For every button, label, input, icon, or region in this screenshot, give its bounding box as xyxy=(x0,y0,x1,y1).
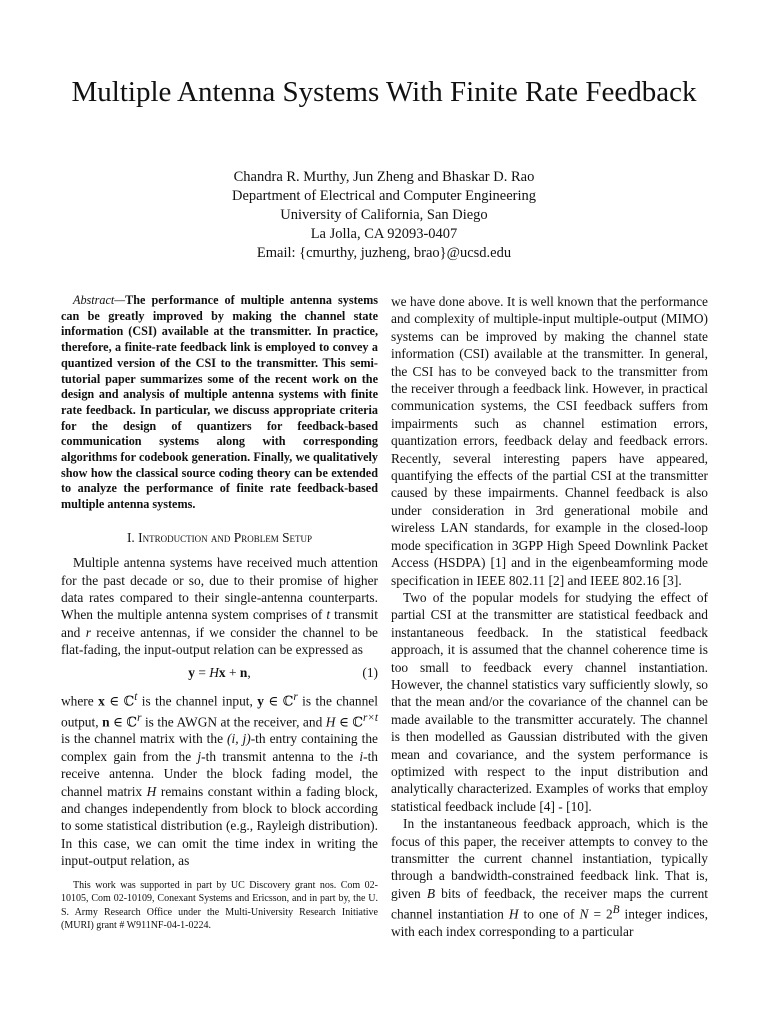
author-block xyxy=(100,168,668,263)
paragraph-text: is the channel matrix with the xyxy=(61,731,224,747)
affiliation-line: Department of Electrical and Computer Engineering xyxy=(232,188,536,204)
paper-title: Multiple Antenna Systems With Finite Rate Feedback xyxy=(71,76,697,108)
math-set: ∈ ℂ xyxy=(113,714,138,730)
math-sup: B xyxy=(612,904,620,917)
eq-n: n xyxy=(239,664,248,680)
paragraph-text: -th receive antenna. Under the block fading model, the channel matrix xyxy=(61,748,378,799)
body-paragraph: we have done above. It is well known that the performance and complexity of multiple-input multiple-output (MIMO) systems can be improved by making the channel state information (CSI) available at the transmitter. In general, the CSI has to be conveyed back to the transmitter from the receiver through a feedback link. However, in practical communication systems, the CSI feedback suffers from impairments such as channel estimation errors, quantization errors, feedback delay and feedback errors. Recently, several interesting papers have appeared, quantifying the effects of the partial CSI at the transmitter caused by these impairments. Channel feedback is also under consideration in 3rd generational mobile and wireless LAN standards, for example in the closed-loop mode specification in 3GPP High Speed Downlink Packet Access (HSDPA) [1] and in the eigenbeamforming mode specification in IEEE 802.11 [2] and IEEE 802.16 [3]. xyxy=(391,294,708,588)
paragraph-text: integer indices, with each index corresponding to a particular xyxy=(391,906,708,940)
paragraph-text: is the channel input, xyxy=(141,693,253,709)
abstract-text: The performance of multiple antenna systems can be greatly improved by making the channel state information (CSI) available at the transmitter. In practice, therefore, a finite-rate feedback link is employed to convey a quantized version of the CSI to the transmitter. This semi-tutorial paper summarizes some of the recent work on the design and analysis of multiple antenna systems with finite rate feedback. In particular, we discuss appropriate criteria for the design of quantizers for feedback-based communication systems along with corresponding algorithms for codebook generation. Finally, we qualitatively show how the classical source coding theory can be extended to analyze the performance of finite rate feedback-based multiple antenna systems. xyxy=(61,293,378,512)
right-column xyxy=(391,293,708,941)
math-var: B xyxy=(426,885,436,901)
math-var: y xyxy=(257,693,264,709)
paragraph-text: transmit and xyxy=(61,607,378,640)
paragraph-text: receive antennas, if we consider the channel to be flat-fading, the input-output relation can be expressed as xyxy=(61,624,378,658)
footnote-text: This work was supported in part by UC Discovery grant nos. Com 02-10105, Com 02-10109, Conexant Systems and Ericsson, and in part by, the U. S. Army Research Office under the Multi-University Research Initiative (MURI) grant # W911NF-04-1-0224. xyxy=(61,880,378,931)
eq-comma: , xyxy=(247,664,251,680)
math-var: i xyxy=(359,748,364,764)
paragraph-text: In the instantaneous feedback approach, which is the focus of this paper, the receiver attempts to convey to the transmitter the current channel instantiation, typically through a bandwidth-constrained feedback link. That is, given xyxy=(391,816,708,901)
affiliation-line: La Jolla, CA 92093-0407 xyxy=(310,226,458,242)
footnote xyxy=(61,879,378,932)
paragraph-text: where xyxy=(61,693,94,709)
math-sup: t xyxy=(134,690,138,703)
section-title: Introduction and Problem Setup xyxy=(138,529,313,545)
paragraph-text: to one of xyxy=(523,906,575,922)
paragraph-text: Multiple antenna systems have received much attention for the past decade or so, due to their promise of higher data rates compared to their single-antenna counterparts. When the multiple antenna system comprises of xyxy=(61,555,378,623)
left-column xyxy=(61,293,378,870)
math-var: H xyxy=(508,906,519,922)
intro-paragraph xyxy=(61,554,378,658)
section-heading xyxy=(61,529,378,546)
math-sup: r xyxy=(293,690,298,703)
math-eq: = 2 xyxy=(593,906,613,922)
section-number: I. xyxy=(126,529,135,545)
math-sup: r×t xyxy=(363,711,378,724)
math-var: t xyxy=(326,607,331,623)
math-var: n xyxy=(102,714,110,730)
math-var: j xyxy=(197,748,202,764)
paragraph-text: remains constant within a fading block, and changes independently from block to block according to some statistical distribution (e.g., Rayleigh distribution). In this case, we can omit the time index in writing the input-output relation, as xyxy=(61,783,378,869)
abstract xyxy=(61,293,378,513)
body-paragraph xyxy=(61,689,378,870)
math-var: (i, j) xyxy=(227,731,251,747)
paragraph-text: is the AWGN at the receiver, and xyxy=(144,714,323,730)
eq-plus: + xyxy=(225,664,240,680)
author-email: Email: {cmurthy, juzheng, brao}@ucsd.edu xyxy=(256,245,512,261)
abstract-label: Abstract— xyxy=(73,293,126,307)
body-paragraph xyxy=(391,815,708,940)
eq-y: y xyxy=(188,664,195,680)
math-var: x xyxy=(98,693,105,709)
paragraph-text: is the channel output, xyxy=(61,693,378,730)
math-sup: r xyxy=(137,711,142,724)
eq-x: x xyxy=(218,664,226,680)
math-var: N xyxy=(579,906,589,922)
math-set: ∈ ℂ xyxy=(109,693,135,709)
paragraph-text: bits of feedback, the receiver maps the current channel instantiation xyxy=(391,885,709,922)
equation-1 xyxy=(61,661,378,685)
body-paragraph: Two of the popular models for studying the effect of partial CSI at the transmitter are statistical feedback and instantaneous feedback. In the statistical feedback approach, it is assumed that the channel coherence time is too small to feedback every channel instantiation. However, the channel statistics vary sufficiently slowly, so that the mean and/or the covariance of the channel can be made available to the transmitter accurately. The channel is then modelled as Gaussian distributed with the given mean and covariance, and the system performance is optimized with respect to the input distribution and analytically characterized. Examples of works that employ statistical feedback include [4] - [10]. xyxy=(391,589,708,814)
eq-sign: = xyxy=(195,664,210,680)
equation-number: (1) xyxy=(362,664,378,680)
math-var: H xyxy=(146,783,157,799)
equation-body xyxy=(61,661,378,685)
math-set: ∈ ℂ xyxy=(338,714,364,730)
eq-h: H xyxy=(209,664,219,680)
math-set: ∈ ℂ xyxy=(268,693,294,709)
math-var: r xyxy=(85,624,91,640)
paragraph-text: -th entry containing the complex gain from the xyxy=(61,731,378,764)
paragraph-text: -th transmit antenna to the xyxy=(201,748,354,764)
author-names: Chandra R. Murthy, Jun Zheng and Bhaskar D. Rao xyxy=(233,169,535,185)
affiliation-line: University of California, San Diego xyxy=(280,207,488,223)
math-var: H xyxy=(325,714,336,730)
